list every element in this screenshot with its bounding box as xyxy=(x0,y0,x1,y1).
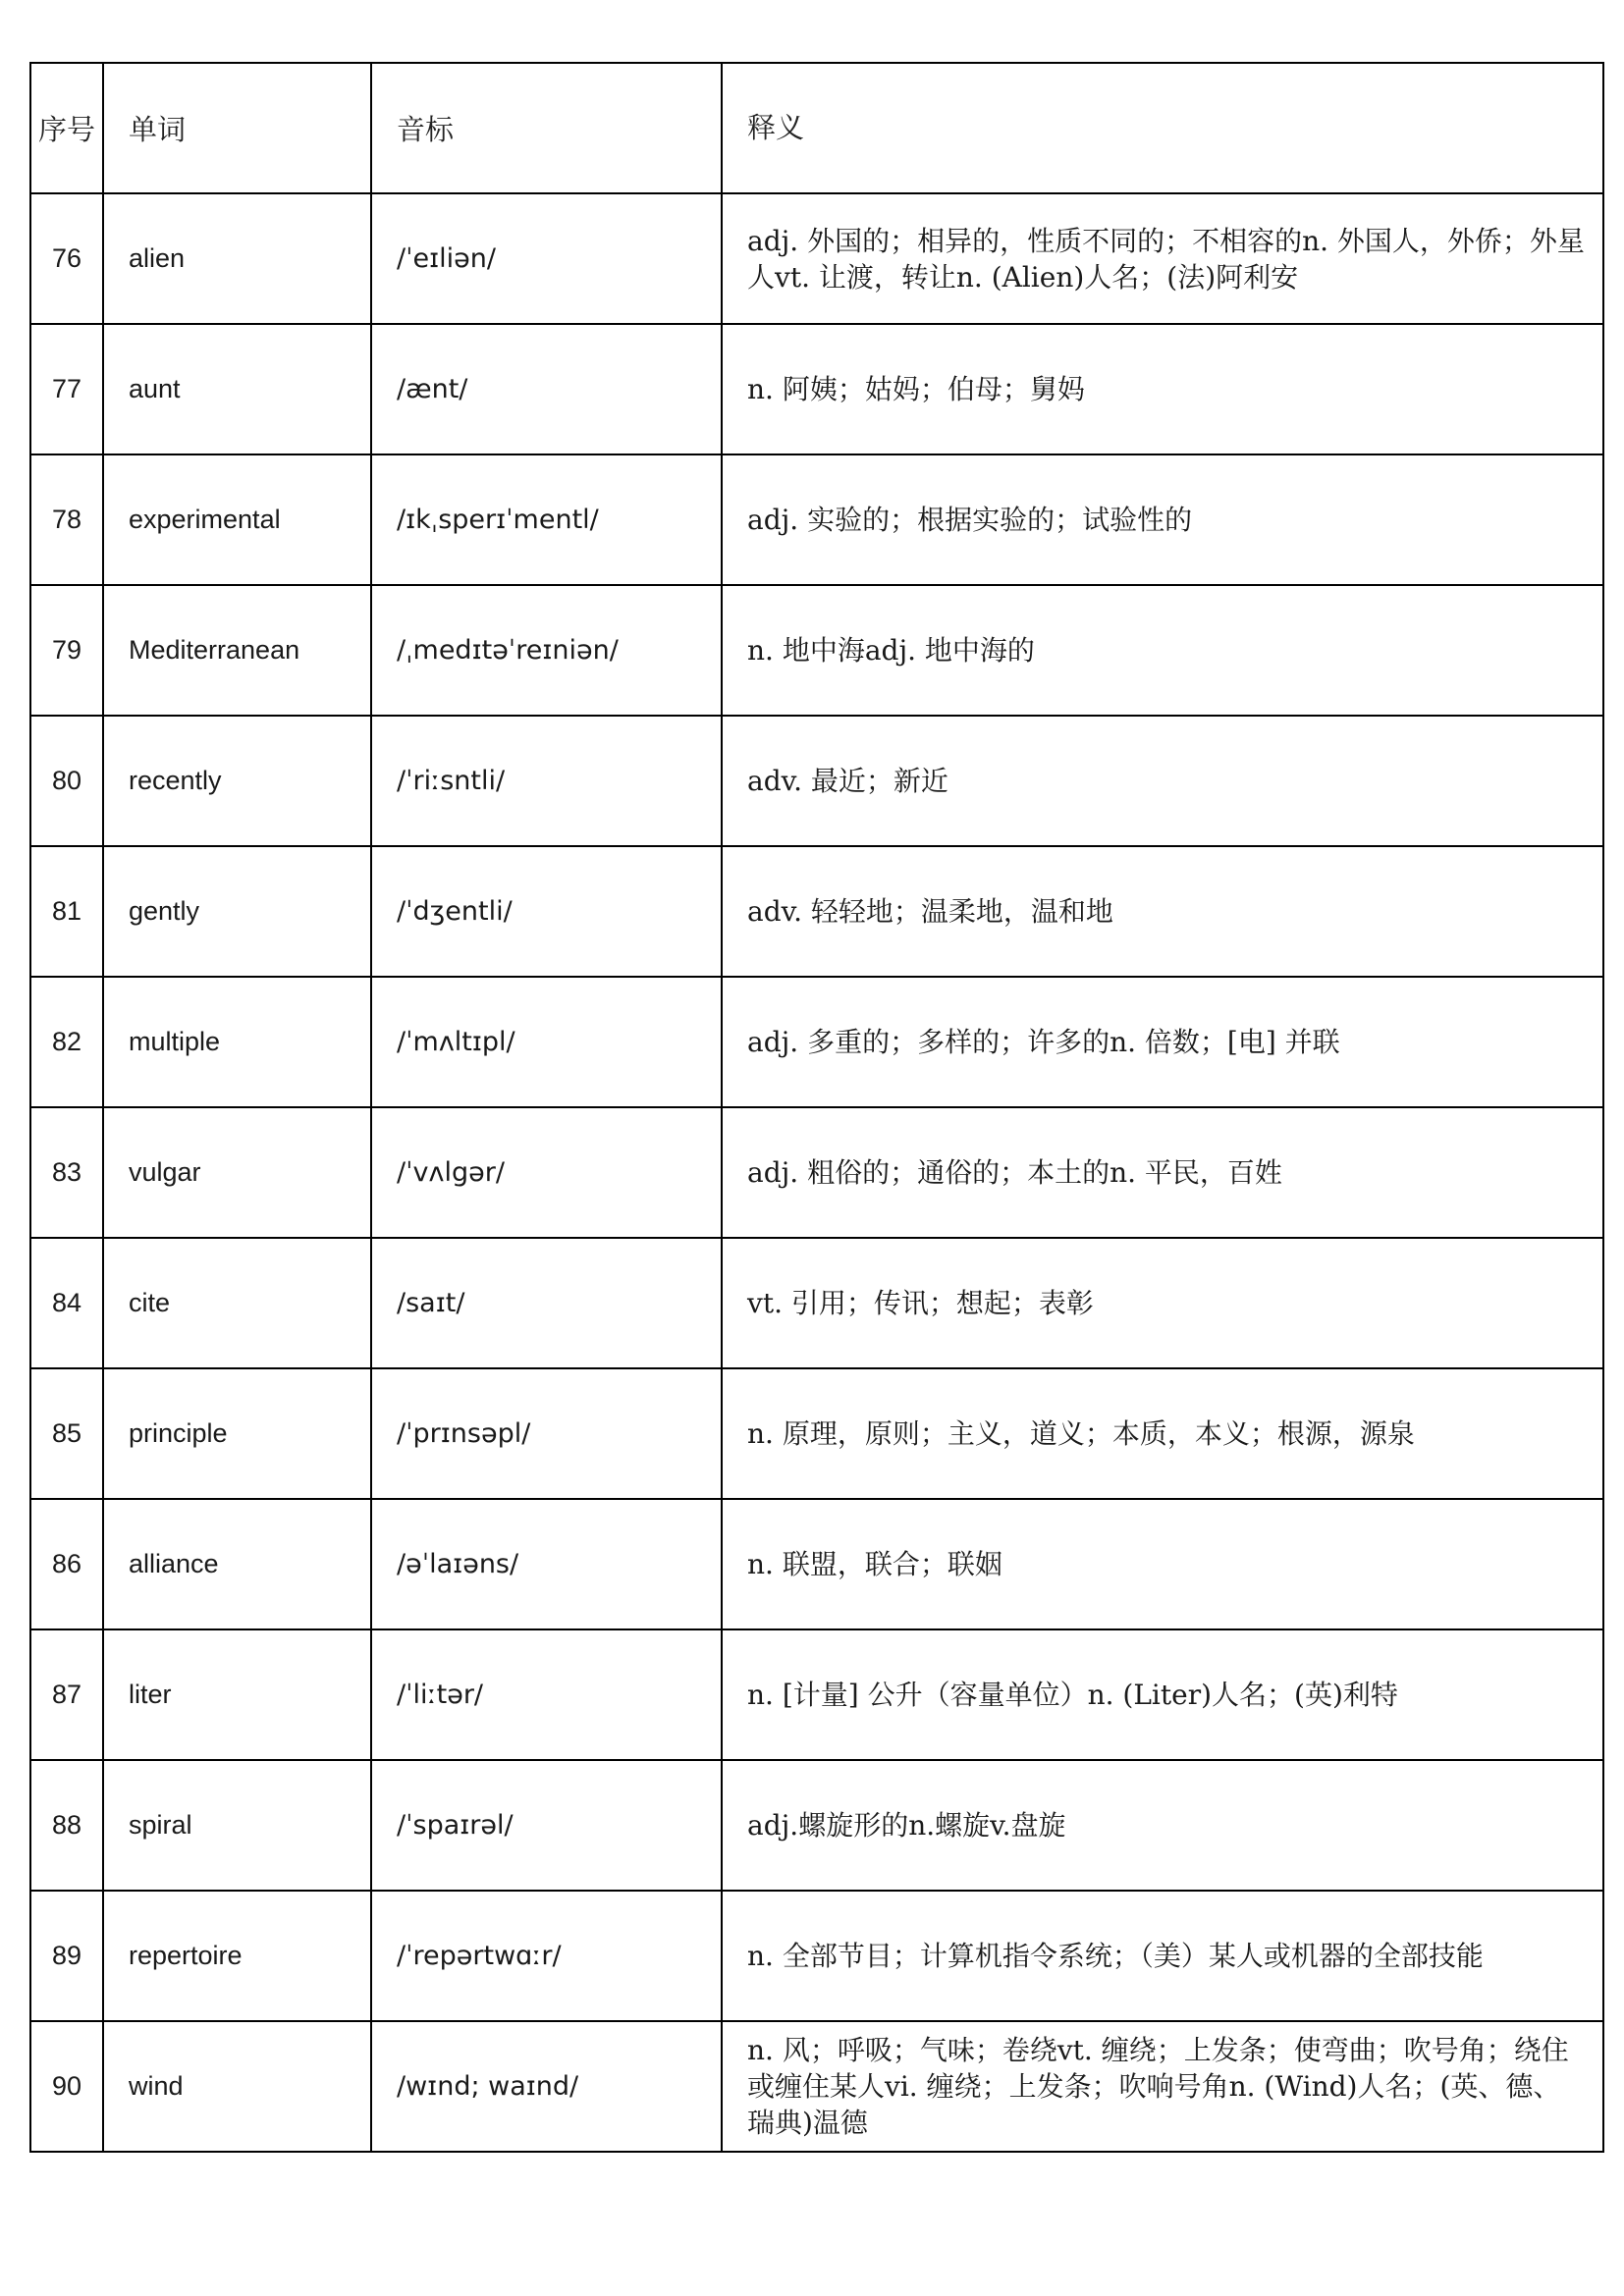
row-phonetic: /ɪkˌsperɪˈmentl/ xyxy=(371,454,722,585)
table-row xyxy=(30,846,1603,977)
row-number: 83 xyxy=(30,1107,103,1238)
row-definition: adj.螺旋形的n.螺旋v.盘旋 xyxy=(722,1760,1603,1891)
row-word: experimental xyxy=(103,454,371,585)
table-header-row xyxy=(30,63,1603,193)
row-word: Mediterranean xyxy=(103,585,371,716)
row-phonetic: /ænt/ xyxy=(371,324,722,454)
row-word: repertoire xyxy=(103,1891,371,2021)
table-row xyxy=(30,716,1603,846)
row-definition: n. 全部节目；计算机指令系统；（美）某人或机器的全部技能 xyxy=(722,1891,1603,2021)
row-number: 85 xyxy=(30,1368,103,1499)
table-row xyxy=(30,193,1603,324)
table-row xyxy=(30,1760,1603,1891)
row-word: vulgar xyxy=(103,1107,371,1238)
row-definition: adv. 最近；新近 xyxy=(722,716,1603,846)
header-word: 单词 xyxy=(103,63,371,193)
row-phonetic: /wɪnd; waɪnd/ xyxy=(371,2021,722,2152)
table-row xyxy=(30,1238,1603,1368)
row-number: 89 xyxy=(30,1891,103,2021)
row-number: 77 xyxy=(30,324,103,454)
row-word: multiple xyxy=(103,977,371,1107)
row-phonetic: /ˈmʌltɪpl/ xyxy=(371,977,722,1107)
row-word: recently xyxy=(103,716,371,846)
row-definition: adj. 实验的；根据实验的；试验性的 xyxy=(722,454,1603,585)
row-number: 80 xyxy=(30,716,103,846)
row-definition: n. 地中海adj. 地中海的 xyxy=(722,585,1603,716)
table-row xyxy=(30,977,1603,1107)
row-number: 76 xyxy=(30,193,103,324)
row-number: 79 xyxy=(30,585,103,716)
row-number: 82 xyxy=(30,977,103,1107)
row-phonetic: /ˈriːsntli/ xyxy=(371,716,722,846)
row-number: 81 xyxy=(30,846,103,977)
row-phonetic: /ˈdʒentli/ xyxy=(371,846,722,977)
row-phonetic: /ˈprɪnsəpl/ xyxy=(371,1368,722,1499)
row-definition: adj. 粗俗的；通俗的；本土的n. 平民，百姓 xyxy=(722,1107,1603,1238)
header-phonetic: 音标 xyxy=(371,63,722,193)
row-word: cite xyxy=(103,1238,371,1368)
row-definition: n. 风；呼吸；气味；卷绕vt. 缠绕；上发条；使弯曲；吹号角；绕住或缠住某人vi. 缠绕；上发条；吹响号角n. (Wind)人名；(英、德、瑞典)温德 xyxy=(722,2021,1603,2152)
table-row xyxy=(30,454,1603,585)
row-word: spiral xyxy=(103,1760,371,1891)
table-row xyxy=(30,1891,1603,2021)
row-definition: n. 阿姨；姑妈；伯母；舅妈 xyxy=(722,324,1603,454)
row-phonetic: /ˈliːtər/ xyxy=(371,1629,722,1760)
row-definition: adj. 多重的；多样的；许多的n. 倍数；[电] 并联 xyxy=(722,977,1603,1107)
row-word: liter xyxy=(103,1629,371,1760)
row-number: 90 xyxy=(30,2021,103,2152)
row-word: alien xyxy=(103,193,371,324)
row-definition: n. 联盟，联合；联姻 xyxy=(722,1499,1603,1629)
row-phonetic: /ˈrepərtwɑːr/ xyxy=(371,1891,722,2021)
row-word: principle xyxy=(103,1368,371,1499)
vocabulary-table xyxy=(29,62,1604,2153)
table-row xyxy=(30,1499,1603,1629)
row-number: 78 xyxy=(30,454,103,585)
table-row xyxy=(30,1107,1603,1238)
table-row xyxy=(30,1629,1603,1760)
row-definition: adv. 轻轻地；温柔地，温和地 xyxy=(722,846,1603,977)
row-definition: adj. 外国的；相异的，性质不同的；不相容的n. 外国人，外侨；外星人vt. 让渡，转让n. (Alien)人名；(法)阿利安 xyxy=(722,193,1603,324)
row-word: aunt xyxy=(103,324,371,454)
row-definition: vt. 引用；传讯；想起；表彰 xyxy=(722,1238,1603,1368)
row-number: 87 xyxy=(30,1629,103,1760)
table-row xyxy=(30,585,1603,716)
row-definition: n. [计量] 公升（容量单位）n. (Liter)人名；(英)利特 xyxy=(722,1629,1603,1760)
row-word: wind xyxy=(103,2021,371,2152)
header-definition: 释义 xyxy=(722,63,1603,193)
table-row xyxy=(30,2021,1603,2152)
row-number: 88 xyxy=(30,1760,103,1891)
row-word: gently xyxy=(103,846,371,977)
header-number: 序号 xyxy=(30,63,103,193)
table-row xyxy=(30,324,1603,454)
row-phonetic: /saɪt/ xyxy=(371,1238,722,1368)
row-phonetic: /ˈeɪliən/ xyxy=(371,193,722,324)
row-word: alliance xyxy=(103,1499,371,1629)
row-number: 86 xyxy=(30,1499,103,1629)
row-definition: n. 原理，原则；主义，道义；本质，本义；根源，源泉 xyxy=(722,1368,1603,1499)
table-row xyxy=(30,1368,1603,1499)
row-phonetic: /əˈlaɪəns/ xyxy=(371,1499,722,1629)
row-number: 84 xyxy=(30,1238,103,1368)
row-phonetic: /ˌmedɪtəˈreɪniən/ xyxy=(371,585,722,716)
row-phonetic: /ˈvʌlgər/ xyxy=(371,1107,722,1238)
row-phonetic: /ˈspaɪrəl/ xyxy=(371,1760,722,1891)
